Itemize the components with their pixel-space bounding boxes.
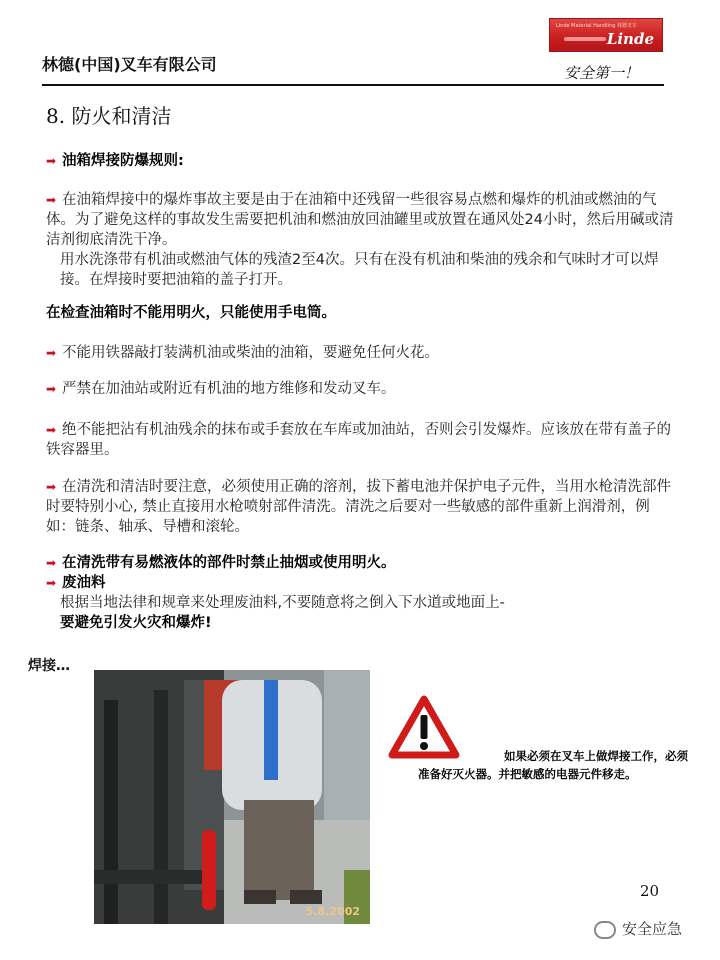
no-iron-tools-item [46,343,676,363]
slogan: 安全第一！ [564,64,640,82]
arrow-bullet-icon: ➡ [46,556,57,570]
welding-warning-text [418,747,688,783]
page-number: 20 [640,882,660,900]
linde-logo [549,18,663,52]
arrow-bullet-icon: ➡ [46,423,57,437]
warning-line-2: 准备好灭火器。并把敏感的电器元件移走。 [418,767,637,781]
wechat-watermark [594,918,682,939]
waste-oil-title: 废油料 [62,575,106,591]
logo-swoosh [564,37,606,41]
warning-line-1: 如果必须在叉车上做焊接工作，必须 [504,749,688,763]
waste-oil-text: 根据当地法律和规章来处理废油料,不要随意将之倒入下水道或地面上- [60,595,505,611]
arrow-bullet-icon: ➡ [46,382,57,396]
tank-rules-heading [46,151,676,171]
no-smoking-text: 在清洗带有易燃液体的部件时禁止抽烟或使用明火。 [62,555,396,571]
tank-rules-text-1: 在油箱焊接中的爆炸事故主要是由于在油箱中还残留一些很容易点燃和爆炸的机油或燃油的气体。为了避免这样的事故发生需要把机油和燃油放回油罐里或放置在通风处24小时，然后用碱或清洁剂彻底清洗干净。 [46,192,674,248]
arrow-bullet-icon: ➡ [46,193,57,207]
tank-rules-text-2: 用水洗涤带有机油或燃油气体的残渣2至4次。只有在没有机油和柴油的残余和气味时才可以焊接。在焊接时要把油箱的盖子打开。 [60,252,659,288]
waste-oil-item [46,573,676,633]
logo-text: Linde [606,30,654,48]
no-smoking-item [46,553,676,573]
no-repair-item [46,379,676,399]
inspect-rule [46,303,676,323]
avoid-fire-text: 要避免引发火灾和爆炸! [60,615,212,631]
welding-photo [94,670,370,924]
arrow-bullet-icon: ➡ [46,576,57,590]
wechat-icon [594,921,616,939]
header-divider [42,84,664,86]
tank-rules-paragraph [46,190,676,290]
cleaning-rule-item [46,477,676,537]
arrow-bullet-icon: ➡ [46,480,57,494]
rags-rule-text: 绝不能把沾有机油残余的抹布或手套放在车库或加油站，否则会引发爆炸。应该放在带有盖子的铁容器里。 [46,422,671,458]
no-repair-text: 严禁在加油站或附近有机油的地方维修和发动叉车。 [62,381,396,397]
arrow-bullet-icon: ➡ [46,154,57,168]
photo-date-stamp: 5.8.2002 [305,905,360,918]
logo-small-text: Linde Material Handling 林德叉车 [556,23,637,29]
no-iron-tools-text: 不能用铁器敲打装满机油或柴油的油箱，要避免任何火花。 [62,345,439,361]
wechat-account-name: 安全应急 [622,920,683,938]
tank-rules-title: 油箱焊接防爆规则: [62,153,184,169]
cleaning-rule-text: 在清洗和清洁时要注意，必须使用正确的溶剂，拔下蓄电池并保护电子元件，当用水枪清洗部件时要特别小心, 禁止直接用水枪喷射部件清洗。清洗之后要对一些敏感的部件重新上润滑剂，例如：链条、轴承、导槽和滚轮。 [46,479,671,535]
rags-rule-item [46,420,676,460]
inspect-rule-text: 在检查油箱时不能用明火，只能使用手电筒。 [46,305,336,321]
welding-label: 焊接… [28,658,70,674]
arrow-bullet-icon: ➡ [46,346,57,360]
welding-photo-illustration [94,670,370,924]
section-title: 8. 防火和清洁 [46,104,172,128]
company-name: 林德(中国)叉车有限公司 [42,55,217,74]
